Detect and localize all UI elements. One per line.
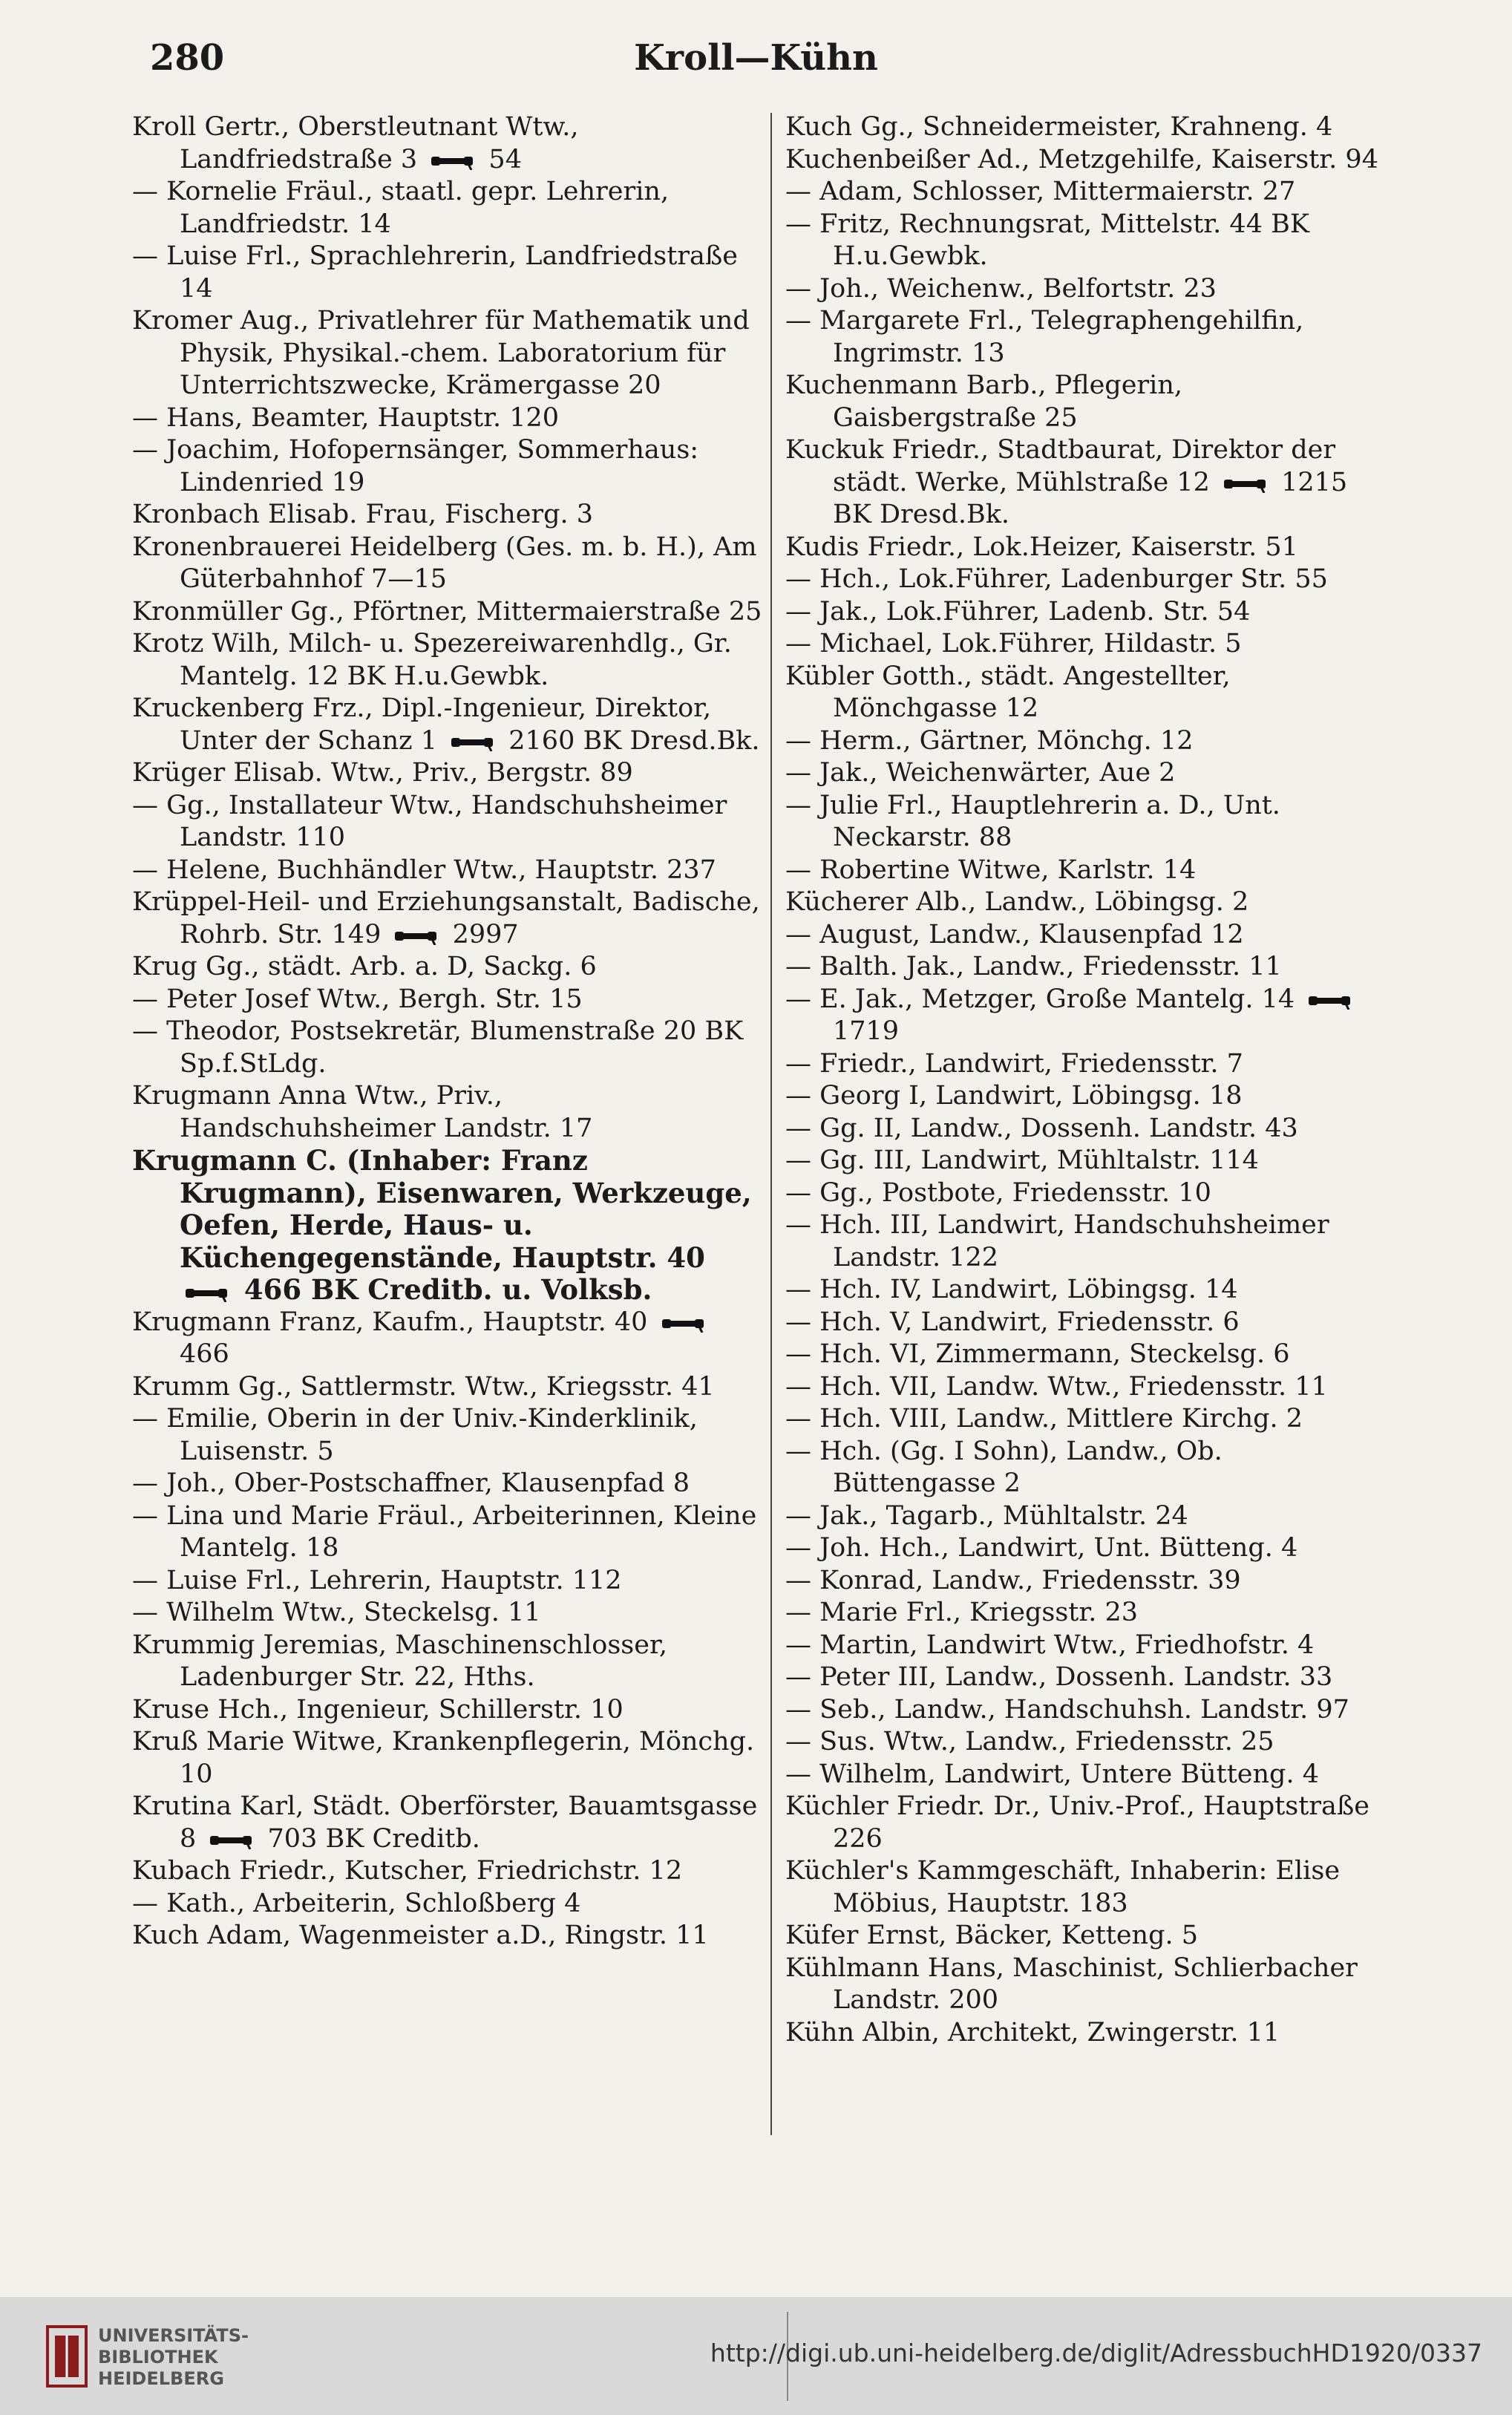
institution-line-2: BIBLIOTHEK	[98, 2347, 218, 2367]
directory-entry: — Jak., Tagarb., Mühltalstr. 24	[785, 1500, 1188, 1531]
directory-entry: — Wilhelm Wtw., Steckelsg. 11	[132, 1598, 541, 1627]
column-divider	[770, 113, 772, 2135]
directory-entry: Kuchenbeißer Ad., Metzgehilfe, Kaiserstr. 94	[785, 144, 1378, 174]
directory-entry: — Helene, Buchhändler Wtw., Hauptstr. 237	[132, 854, 716, 885]
directory-entry: Kronbach Elisab. Frau, Fischerg. 3	[132, 500, 594, 529]
directory-entry: Kuch Gg., Schneidermeister, Krahneng. 4	[785, 112, 1333, 142]
directory-entry: Küfer Ernst, Bäcker, Ketteng. 5	[785, 1921, 1199, 1950]
directory-entry: — Michael, Lok.Führer, Hildastr. 5	[785, 629, 1242, 659]
directory-entry: Kroll Gertr., Oberstleutnant Wtw., Landfriedstraße 3 54	[132, 112, 579, 174]
directory-entry: — Gg., Postbote, Friedensstr. 10	[785, 1177, 1211, 1208]
directory-entry: Kronmüller Gg., Pförtner, Mittermaierstraße 25	[132, 596, 762, 627]
directory-entry: Kuchenmann Barb., Pflegerin, Gaisbergstraße 25	[785, 370, 1182, 433]
directory-entry: — Peter Josef Wtw., Bergh. Str. 15	[132, 984, 583, 1014]
directory-entry: — Joachim, Hofopernsänger, Sommerhaus: Lindenried 19	[132, 435, 699, 497]
directory-entry: — Hch. V, Landwirt, Friedensstr. 6	[785, 1307, 1240, 1337]
directory-entry: Krummig Jeremias, Maschinenschlosser, Ladenburger Str. 22, Hths.	[132, 1630, 667, 1692]
directory-entry: Kronenbrauerei Heidelberg (Ges. m. b. H.), Am Güterbahnhof 7—15	[132, 532, 757, 594]
directory-entry: — Luise Frl., Sprachlehrerin, Landfriedstraße 14	[132, 241, 738, 304]
directory-entry: — Hch. VIII, Landw., Mittlere Kirchg. 2	[785, 1404, 1303, 1434]
permalink-url[interactable]: http://digi.ub.uni-heidelberg.de/diglit/AdressbuchHD1920/0337	[710, 2339, 1482, 2367]
directory-entry: Kruß Marie Witwe, Krankenpflegerin, Mönchg. 10	[132, 1727, 755, 1789]
directory-entry: — Jak., Weichenwärter, Aue 2	[785, 758, 1176, 788]
directory-entry: — Fritz, Rechnungsrat, Mittelstr. 44 BK H.u.Gewbk.	[785, 209, 1309, 271]
directory-entry: Kübler Gotth., städt. Angestellter, Mönchgasse 12	[785, 661, 1231, 723]
directory-entry: — Joh., Ober-Postschaffner, Klausenpfad 8	[132, 1468, 690, 1498]
directory-entry: — Martin, Landwirt Wtw., Friedhofstr. 4	[785, 1630, 1315, 1660]
telephone-icon	[450, 732, 496, 751]
directory-entry: Küchler Friedr. Dr., Univ.-Prof., Hauptstraße 226	[785, 1791, 1369, 1854]
directory-entry: Kuckuk Friedr., Stadtbaurat, Direktor der städt. Werke, Mühlstraße 12 1215 BK Dresd.Bk.	[785, 435, 1348, 529]
directory-entry: Kruckenberg Frz., Dipl.-Ingenieur, Direktor, Unter der Schanz 1 2160 BK Dresd.Bk.	[132, 693, 760, 756]
directory-entry: — Hans, Beamter, Hauptstr. 120	[132, 402, 560, 433]
telephone-icon	[1307, 990, 1353, 1010]
directory-entry: — Gg. III, Landwirt, Mühltalstr. 114	[785, 1146, 1259, 1175]
directory-entry: — Hch. IV, Landwirt, Löbingsg. 14	[785, 1275, 1238, 1304]
directory-entry: — August, Landw., Klausenpfad 12	[785, 919, 1244, 950]
directory-entry: — Hch. VI, Zimmermann, Steckelsg. 6	[785, 1339, 1290, 1369]
directory-entry: Krugmann Franz, Kaufm., Hauptstr. 40 466	[132, 1307, 763, 1371]
directory-entry: — Jak., Lok.Führer, Ladenb. Str. 54	[785, 596, 1251, 627]
directory-entry: Krotz Wilh, Milch- u. Spezereiwarenhdlg., Gr. Mantelg. 12 BK H.u.Gewbk.	[132, 629, 732, 691]
directory-entry: Kruse Hch., Ingenieur, Schillerstr. 10	[132, 1694, 624, 1725]
directory-entry: — Balth. Jak., Landw., Friedensstr. 11	[785, 952, 1282, 981]
institution-line-1: UNIVERSITÄTS-	[98, 2325, 249, 2346]
directory-entry: — Theodor, Postsekretär, Blumenstraße 20 BK Sp.f.StLdg.	[132, 1016, 744, 1079]
left-column	[132, 111, 763, 1952]
telephone-icon	[184, 1283, 230, 1302]
directory-entry: — Emilie, Oberin in der Univ.-Kinderklinik, Luisenstr. 5	[132, 1404, 698, 1466]
directory-entry: — Hch. III, Landwirt, Handschuhsheimer Landstr. 122	[785, 1210, 1329, 1272]
page-number: 280	[150, 37, 225, 79]
directory-entry: Krug Gg., städt. Arb. a. D, Sackg. 6	[132, 952, 597, 981]
directory-entry: Kücherer Alb., Landw., Löbingsg. 2	[785, 887, 1249, 917]
directory-entry: — Friedr., Landwirt, Friedensstr. 7	[785, 1048, 1243, 1079]
directory-entry: Kuch Adam, Wagenmeister a.D., Ringstr. 11	[132, 1921, 709, 1950]
directory-entry: — Kath., Arbeiterin, Schloßberg 4	[132, 1888, 581, 1918]
directory-entry: — Lina und Marie Fräul., Arbeiterinnen, Kleine Mantelg. 18	[132, 1500, 757, 1563]
right-column	[785, 111, 1387, 2049]
directory-entry: — Gg. II, Landw., Dossenh. Landstr. 43	[785, 1113, 1298, 1143]
directory-entry: Kubach Friedr., Kutscher, Friedrichstr. 12	[132, 1856, 683, 1886]
telephone-icon	[430, 151, 476, 170]
directory-entry: Krutina Karl, Städt. Oberförster, Bauamtsgasse 8 703 BK Creditb.	[132, 1791, 758, 1854]
directory-entry: Kudis Friedr., Lok.Heizer, Kaiserstr. 51	[785, 532, 1298, 562]
telephone-icon	[661, 1313, 707, 1333]
directory-entry: — E. Jak., Metzger, Große Mantelg. 14 1719	[785, 984, 1387, 1048]
university-seal-icon	[45, 2324, 89, 2389]
directory-entry: — Marie Frl., Kriegsstr. 23	[785, 1598, 1139, 1627]
telephone-icon	[393, 926, 439, 945]
institution-line-3: HEIDELBERG	[98, 2368, 224, 2389]
telephone-icon	[209, 1830, 255, 1849]
directory-entry: — Georg I, Landwirt, Löbingsg. 18	[785, 1081, 1243, 1111]
directory-entry: Kühlmann Hans, Maschinist, Schlierbacher Landstr. 200	[785, 1952, 1358, 2015]
directory-entry: Kühn Albin, Architekt, Zwingerstr. 11	[785, 2017, 1280, 2048]
directory-entry: Küchler's Kammgeschäft, Inhaberin: Elise Möbius, Hauptstr. 183	[785, 1856, 1341, 1918]
directory-entry: — Kornelie Fräul., staatl. gepr. Lehrerin, Landfriedstr. 14	[132, 177, 670, 239]
directory-entry: Kromer Aug., Privatlehrer für Mathematik und Physik, Physikal.-chem. Laboratorium für Unterrichtszwecke, Krämergasse 20	[132, 306, 750, 400]
directory-entry: — Peter III, Landw., Dossenh. Landstr. 33	[785, 1662, 1333, 1692]
directory-entry: — Sus. Wtw., Landw., Friedensstr. 25	[785, 1727, 1274, 1756]
institution-name	[98, 2325, 249, 2390]
footer-bar	[0, 2297, 1512, 2415]
directory-entry: Krüger Elisab. Wtw., Priv., Bergstr. 89	[132, 758, 633, 788]
telephone-icon	[1223, 474, 1269, 493]
directory-entry: — Konrad, Landw., Friedensstr. 39	[785, 1565, 1241, 1595]
directory-entry: — Robertine Witwe, Karlstr. 14	[785, 854, 1197, 885]
directory-entry: Krumm Gg., Sattlermstr. Wtw., Kriegsstr. 41	[132, 1371, 715, 1402]
directory-entry: — Julie Frl., Hauptlehrerin a. D., Unt. Neckarstr. 88	[785, 790, 1280, 852]
running-head: Kroll—Kühn	[634, 37, 878, 79]
directory-entry: — Seb., Landw., Handschuhsh. Landstr. 97	[785, 1694, 1349, 1725]
directory-entry: — Joh. Hch., Landwirt, Unt. Bütteng. 4	[785, 1533, 1298, 1563]
directory-entry: — Joh., Weichenw., Belfortstr. 23	[785, 273, 1217, 304]
directory-entry: — Hch. VII, Landw. Wtw., Friedensstr. 11	[785, 1371, 1328, 1402]
directory-entry: — Hch., Lok.Führer, Ladenburger Str. 55	[785, 564, 1328, 594]
page-header	[134, 33, 1378, 85]
directory-entry: — Margarete Frl., Telegraphengehilfin, Ingrimstr. 13	[785, 306, 1304, 368]
directory-entry: — Wilhelm, Landwirt, Untere Bütteng. 4	[785, 1759, 1319, 1789]
directory-entry: — Gg., Installateur Wtw., Handschuhsheimer Landstr. 110	[132, 790, 727, 852]
directory-entry: Krüppel-Heil- und Erziehungsanstalt, Badische, Rohrb. Str. 149 2997	[132, 887, 760, 950]
directory-entry: — Adam, Schlosser, Mittermaierstr. 27	[785, 177, 1296, 206]
directory-entry: — Herm., Gärtner, Mönchg. 12	[785, 725, 1194, 756]
directory-entry: Krugmann C. (Inhaber: Franz Krugmann), Eisenwaren, Werkzeuge, Oefen, Herde, Haus- u. Küchengegenstände, Hauptstr. 40 466 BK Creditb. u. Volksb.	[132, 1144, 752, 1306]
directory-entry: — Hch. (Gg. I Sohn), Landw., Ob. Büttengasse 2	[785, 1436, 1223, 1498]
directory-entry: Krugmann Anna Wtw., Priv., Handschuhsheimer Landstr. 17	[132, 1081, 593, 1143]
directory-entry: — Luise Frl., Lehrerin, Hauptstr. 112	[132, 1565, 622, 1595]
